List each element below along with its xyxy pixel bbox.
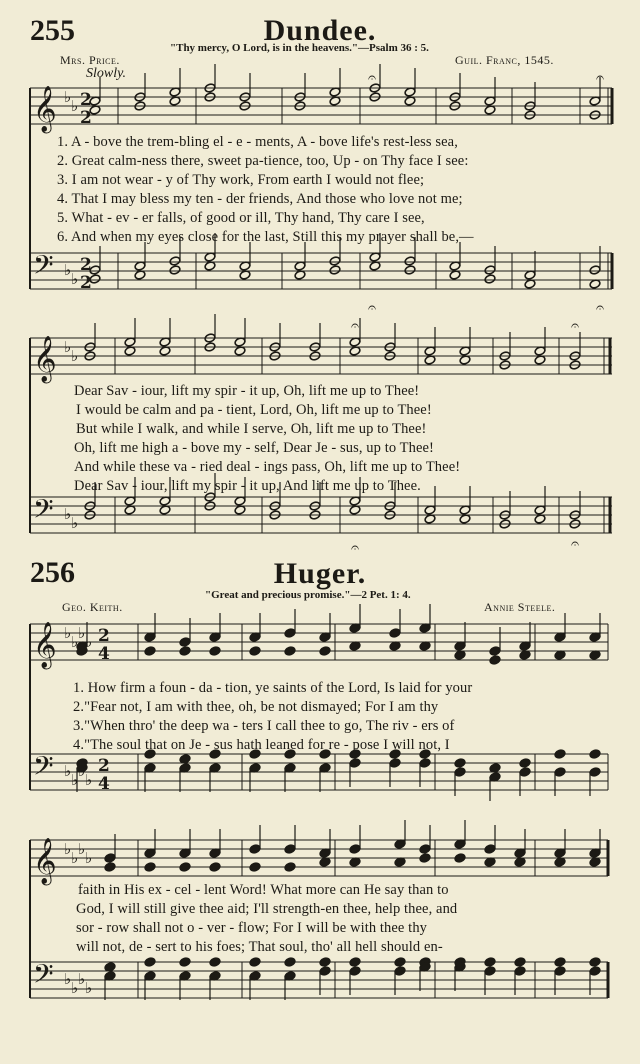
fermata-icon: 𝄐 (571, 536, 579, 552)
note-head (144, 957, 156, 967)
note-head (329, 265, 341, 275)
flat-icon: ♭ (85, 771, 93, 789)
note-head (329, 256, 341, 266)
note-head (349, 957, 361, 967)
note-head (514, 957, 526, 967)
flat-icon: ♭ (71, 270, 79, 288)
note-head (349, 966, 361, 976)
flat-icon: ♭ (78, 624, 86, 642)
note-head (514, 966, 526, 976)
note-head (484, 265, 496, 275)
flat-icon: ♭ (71, 849, 79, 867)
hymn-epigraph: "Thy mercy, O Lord, is in the heavens."—Psalm 36 : 5. (170, 42, 429, 54)
verse-line: 4."The soul that on Je - sus hath leaned for re - pose I will not, I (73, 737, 450, 753)
note-head (179, 957, 191, 967)
note-head (209, 646, 221, 656)
flat-icon: ♭ (64, 840, 72, 858)
hymn-composer: Annie Steele. (484, 600, 556, 614)
note-head (249, 646, 261, 656)
note-head (589, 957, 601, 967)
note-head (454, 767, 466, 777)
note-head (419, 844, 431, 854)
time-signature: 2 (80, 90, 92, 110)
note-head (209, 862, 221, 872)
fermata-icon: 𝄐 (368, 300, 376, 316)
verse-line: I would be calm and pa - tient, Lord, Oh, lift me up to Thee! (76, 402, 432, 418)
flat-icon: ♭ (78, 840, 86, 858)
note-head (319, 957, 331, 967)
bass-clef-icon: 𝄢 (33, 249, 54, 287)
note-head (404, 256, 416, 266)
verse-line: 2. Great calm-ness there, sweet pa-tience, too, Up - on Thy face I see: (57, 153, 469, 169)
time-signature: 4 (98, 644, 110, 664)
note-head (284, 862, 296, 872)
hymn-epigraph: "Great and precious promise."—2 Pet. 1: 4. (205, 589, 411, 601)
note-head (484, 966, 496, 976)
note-head (389, 758, 401, 768)
note-head (144, 862, 156, 872)
note-head (179, 862, 191, 872)
note-head (319, 646, 331, 656)
note-head (554, 966, 566, 976)
time-signature: 2 (80, 273, 92, 293)
treble-clef-icon: 𝄞 (33, 336, 57, 382)
bass-clef-icon: 𝄢 (33, 958, 54, 996)
fermata-icon: 𝄐 (351, 540, 359, 556)
note-head (554, 749, 566, 759)
flat-icon: ♭ (71, 771, 79, 789)
verse-line: Oh, lift me high a - bove my - self, Dear Je - sus, up to Thee! (74, 440, 434, 456)
flat-icon: ♭ (71, 514, 79, 532)
note-head (554, 957, 566, 967)
note-head (104, 853, 116, 863)
verse-line: sor - row shall not o - ver - flow; For I will be with thee thy (76, 920, 428, 936)
hymn-author: Mrs. Price. (60, 53, 120, 67)
note-head (589, 749, 601, 759)
verse-line: Dear Sav - iour, lift my spir - it up, Oh, lift me up to Thee! (74, 383, 420, 399)
note-head (419, 758, 431, 768)
note-head (209, 957, 221, 967)
note-head (589, 265, 601, 275)
bass-clef-icon: 𝄢 (33, 493, 54, 531)
flat-icon: ♭ (71, 97, 79, 115)
treble-clef-icon: 𝄞 (33, 838, 57, 884)
verse-line: Dear Sav - iour, lift my spir - it up, And lift me up to Thee. (74, 478, 421, 494)
time-signature: 2 (98, 756, 110, 776)
verse-line: 6. And when my eyes close for the last, Still this my prayer shall be,— (57, 229, 474, 245)
flat-icon: ♭ (85, 849, 93, 867)
verse-line: 3. I am not wear - y of Thy work, From earth I would not flee; (57, 172, 425, 188)
tempo-marking: Slowly. (86, 66, 127, 81)
time-signature: 4 (98, 774, 110, 794)
note-head (489, 655, 501, 665)
flat-icon: ♭ (85, 979, 93, 997)
flat-icon: ♭ (64, 624, 72, 642)
flat-icon: ♭ (64, 88, 72, 106)
flat-icon: ♭ (71, 347, 79, 365)
flat-icon: ♭ (85, 633, 93, 651)
note-head (249, 957, 261, 967)
hymn-composer: Guil. Franc, 1545. (455, 53, 554, 67)
verse-line: 1. A - bove the trem-bling el - e - ments, A - bove life's rest-less sea, (57, 134, 458, 150)
note-head (394, 966, 406, 976)
note-head (404, 265, 416, 275)
time-signature: 2 (98, 626, 110, 646)
note-head (179, 646, 191, 656)
fermata-icon: 𝄐 (571, 318, 579, 334)
verse-line: will not, de - sert to his foes; That soul, tho' all hell should en- (76, 939, 443, 955)
note-head (169, 265, 181, 275)
fermata-icon: 𝄐 (368, 70, 376, 86)
note-head (519, 767, 531, 777)
verse-line: God, I will still give thee aid; I'll strength-en thee, help thee, and (76, 901, 458, 917)
flat-icon: ♭ (78, 762, 86, 780)
note-head (284, 628, 296, 638)
hymn-number: 255 (30, 14, 75, 47)
note-head (349, 758, 361, 768)
bass-clef-icon: 𝄢 (33, 750, 54, 788)
note-head (284, 646, 296, 656)
flat-icon: ♭ (64, 762, 72, 780)
verse-line: 2."Fear not, I am with thee, oh, be not dismayed; For I am thy (73, 699, 439, 715)
note-head (319, 966, 331, 976)
hymn-number: 256 (30, 556, 75, 589)
verse-line: But while I walk, and while I serve, Oh, lift me up to Thee! (76, 421, 427, 437)
verse-line: 5. What - ev - er falls, of good or ill, Thy hand, Thy care I see, (57, 210, 425, 226)
note-head (249, 862, 261, 872)
flat-icon: ♭ (71, 633, 79, 651)
time-signature: 2 (80, 255, 92, 275)
flat-icon: ♭ (71, 979, 79, 997)
note-head (144, 646, 156, 656)
hymn-title: Dundee. (263, 14, 377, 47)
note-head (394, 957, 406, 967)
note-head (554, 767, 566, 777)
fermata-icon: 𝄐 (596, 300, 604, 316)
treble-clef-icon: 𝄞 (33, 86, 57, 132)
note-head (104, 862, 116, 872)
note-head (454, 853, 466, 863)
flat-icon: ♭ (64, 261, 72, 279)
verse-line: 3."When thro' the deep wa - ters I call thee to go, The riv - ers of (73, 718, 455, 734)
verse-line: And while these va - ried deal - ings pass, Oh, lift me up to Thee! (74, 459, 461, 475)
flat-icon: ♭ (78, 970, 86, 988)
note-head (484, 957, 496, 967)
verse-line: 1. How firm a foun - da - tion, ye saints of the Lord, Is laid for your (73, 680, 473, 696)
time-signature: 2 (80, 108, 92, 128)
flat-icon: ♭ (64, 970, 72, 988)
note-head (284, 957, 296, 967)
hymn-title: Huger. (273, 557, 367, 590)
flat-icon: ♭ (64, 505, 72, 523)
flat-icon: ♭ (64, 338, 72, 356)
note-head (349, 844, 361, 854)
note-head (419, 853, 431, 863)
note-head (179, 637, 191, 647)
note-head (484, 274, 496, 284)
note-head (454, 758, 466, 768)
note-head (169, 256, 181, 266)
fermata-icon: 𝄐 (596, 70, 604, 86)
treble-clef-icon: 𝄞 (33, 622, 57, 668)
note-head (589, 966, 601, 976)
note-head (484, 844, 496, 854)
note-head (589, 767, 601, 777)
verse-line: faith in His ex - cel - lent Word! What more can He say than to (78, 882, 449, 898)
note-head (389, 628, 401, 638)
hymn-author: Geo. Keith. (62, 600, 123, 614)
verse-line: 4. That I may bless my ten - der friends, And those who love not me; (57, 191, 463, 207)
note-head (489, 646, 501, 656)
note-head (519, 758, 531, 768)
fermata-icon: 𝄐 (351, 318, 359, 334)
note-head (249, 844, 261, 854)
note-head (284, 844, 296, 854)
